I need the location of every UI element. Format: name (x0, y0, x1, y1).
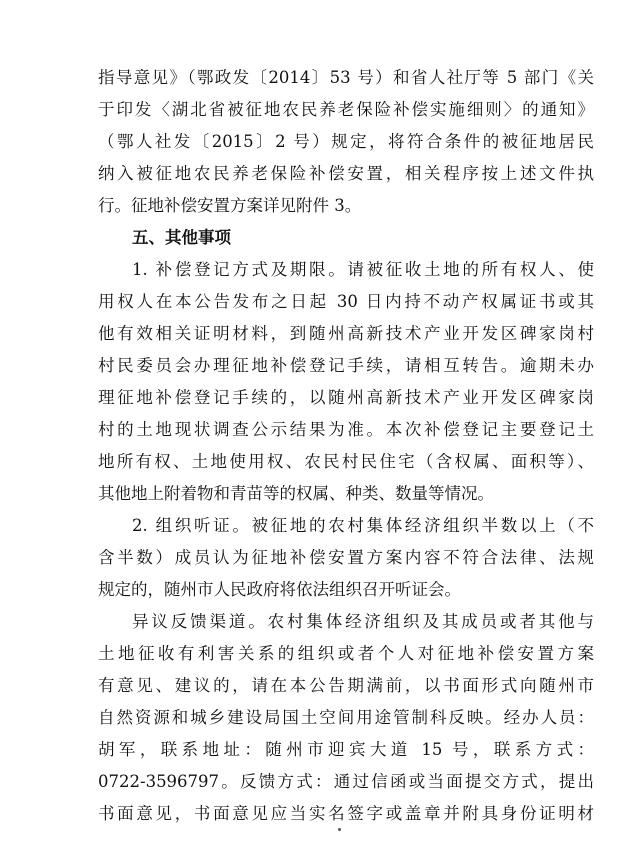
body-line: 他有效相关证明材料，到随州高新技术产业开发区碑家岗村 (98, 324, 594, 343)
body-line: 用权人在本公告发布之日起 30 日内持不动产权属证书或其 (98, 292, 594, 311)
body-line: 理征地补偿登记手续的，以随州高新技术产业开发区碑家岗 (98, 388, 594, 407)
section-heading: 五、其他事项 (132, 228, 231, 247)
body-line: （鄂人社发〔2015〕2 号）规定，将符合条件的被征地居民 (98, 132, 594, 151)
body-line: 含半数）成员认为征地补偿安置方案内容不符合法律、法规 (98, 548, 594, 567)
paragraph-first-line: 1. 补偿登记方式及期限。请被征收土地的所有权人、使 (132, 260, 594, 279)
body-line: 0722-3596797。反馈方式：通过信函或当面提交方式，提出 (98, 772, 594, 791)
paragraph-first-line: 2. 组织听证。被征地的农村集体经济组织半数以上（不 (132, 516, 594, 535)
body-line: 指导意见》（鄂政发〔2014〕53 号）和省人社厅等 5 部门《关 (98, 68, 594, 87)
page-dot-mark (338, 828, 341, 831)
body-line: 行。征地补偿安置方案详见附件 3。 (98, 196, 362, 215)
body-line: 书面意见，书面意见应当实名签字或盖章并附具身份证明材 (98, 804, 594, 823)
body-line: 土地征收有利害关系的组织或者个人对征地补偿安置方案 (98, 644, 594, 663)
body-line: 纳入被征地农民养老保险补偿安置，相关程序按上述文件执 (98, 164, 594, 183)
body-line: 其他地上附着物和青苗等的权属、种类、数量等情况。 (98, 484, 494, 503)
body-line: 规定的，随州市人民政府将依法组织召开听证会。 (98, 580, 461, 599)
body-line: 地所有权、土地使用权、农民村民住宅（含权属、面积等）、 (98, 452, 594, 471)
body-line: 村民委员会办理征地补偿登记手续，请相互转告。逾期未办 (98, 356, 594, 375)
body-line: 有意见、建议的，请在本公告期满前，以书面形式向随州市 (98, 676, 594, 695)
body-line: 村的土地现状调查公示结果为准。本次补偿登记主要登记土 (98, 420, 594, 439)
body-line: 胡军，联系地址：随州市迎宾大道 15 号，联系方式： (98, 740, 594, 759)
body-line: 自然资源和城乡建设局国土空间用途管制科反映。经办人员： (98, 708, 594, 727)
paragraph-first-line: 异议反馈渠道。农村集体经济组织及其成员或者其他与 (132, 612, 594, 631)
body-line: 于印发〈湖北省被征地农民养老保险补偿实施细则〉的通知》 (98, 100, 594, 119)
